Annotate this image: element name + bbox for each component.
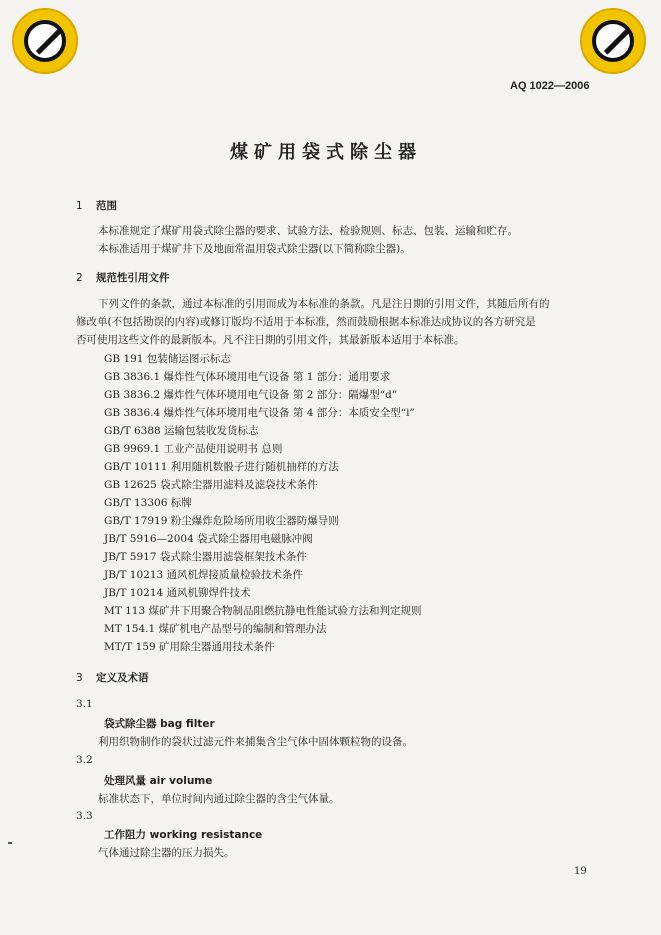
- badge-inner: [24, 20, 66, 62]
- term-definition: 标准状态下，单位时间内通过除尘器的含尘气体量。: [98, 793, 340, 805]
- document-title: 煤矿用袋式除尘器: [230, 142, 422, 163]
- reference-item: GB/T 6388 运输包装收发货标志: [104, 425, 259, 437]
- reference-item: MT 113 煤矿井下用聚合物制品阻燃抗静电性能试验方法和判定规则: [104, 605, 422, 617]
- reference-item: GB 9969.1 工业产品使用说明书 总则: [104, 443, 283, 455]
- term-number: 3.3: [76, 810, 93, 822]
- scope-paragraph-2: 本标准适用于煤矿井下及地面常温用袋式除尘器(以下简称除尘器)。: [98, 243, 411, 255]
- reference-item: GB 3836.1 爆炸性气体环境用电气设备 第 1 部分：通用要求: [104, 371, 391, 383]
- reference-item: GB 3836.4 爆炸性气体环境用电气设备 第 4 部分：本质安全型“i”: [104, 407, 415, 419]
- term-number: 3.1: [76, 698, 93, 710]
- term-definition: 气体通过除尘器的压力损失。: [98, 847, 235, 859]
- section-3-heading: [76, 670, 149, 685]
- section-number: 2: [76, 272, 83, 284]
- reference-item: GB 12625 袋式除尘器用滤料及滤袋技术条件: [104, 479, 318, 491]
- term-title: 处理风量 air volume: [104, 775, 213, 787]
- pdf-xchange-badge-icon[interactable]: [580, 8, 646, 74]
- reference-item: GB/T 13306 标牌: [104, 497, 192, 509]
- reference-item: JB/T 5917 袋式除尘器用滤袋框架技术条件: [104, 551, 307, 563]
- badge-inner: [592, 20, 634, 62]
- scope-paragraph-1: 本标准规定了煤矿用袋式除尘器的要求、试验方法、检验规则、标志、包装、运输和贮存。: [98, 225, 518, 237]
- reference-item: MT/T 159 矿用除尘器通用技术条件: [104, 641, 275, 653]
- section-number: 1: [76, 200, 83, 212]
- page-number: 19: [574, 866, 587, 877]
- reference-item: GB 3836.2 爆炸性气体环境用电气设备 第 2 部分：隔爆型“d”: [104, 389, 398, 401]
- section-title: 规范性引用文件: [96, 272, 170, 284]
- reference-item: JB/T 10214 通风机铆焊件技术: [104, 587, 251, 599]
- reference-item: GB/T 17919 粉尘爆炸危险场所用收尘器防爆导则: [104, 515, 339, 527]
- badge-slash: [36, 28, 62, 54]
- term-number: 3.2: [76, 754, 93, 766]
- pdf-xchange-badge-icon[interactable]: [12, 8, 78, 74]
- section-number: 3: [76, 672, 83, 684]
- refs-intro-line-1: 下列文件的条款，通过本标准的引用而成为本标准的条款。凡是注日期的引用文件，其随后所有的: [98, 298, 550, 310]
- standard-code: AQ 1022—2006: [510, 80, 590, 92]
- badge-slash: [604, 28, 630, 54]
- term-title: 袋式除尘器 bag filter: [104, 718, 215, 730]
- reference-item: MT 154.1 煤矿机电产品型号的编制和管理办法: [104, 623, 327, 635]
- reference-item: GB/T 10111 利用随机数骰子进行随机抽样的方法: [104, 461, 339, 473]
- reference-item: JB/T 5916—2004 袋式除尘器用电磁脉冲阀: [104, 533, 313, 545]
- margin-mark: [8, 842, 12, 844]
- section-2-heading: [76, 270, 170, 285]
- refs-intro-line-2: 修改单(不包括勘误的内容)或修订版均不适用于本标准，然而鼓励根据本标准达成协议的各方研究是: [76, 316, 536, 328]
- term-definition: 利用织物制作的袋状过滤元件来捕集含尘气体中固体颗粒物的设备。: [98, 736, 413, 748]
- section-title: 范围: [96, 200, 117, 212]
- refs-intro-line-3: 否可使用这些文件的最新版本。凡不注日期的引用文件，其最新版本适用于本标准。: [76, 334, 465, 346]
- reference-item: GB 191 包装储运图示标志: [104, 353, 231, 365]
- term-title: 工作阻力 working resistance: [104, 829, 263, 841]
- section-title: 定义及术语: [96, 672, 149, 684]
- reference-item: JB/T 10213 通风机焊接质量检验技术条件: [104, 569, 304, 581]
- section-1-heading: [76, 198, 117, 213]
